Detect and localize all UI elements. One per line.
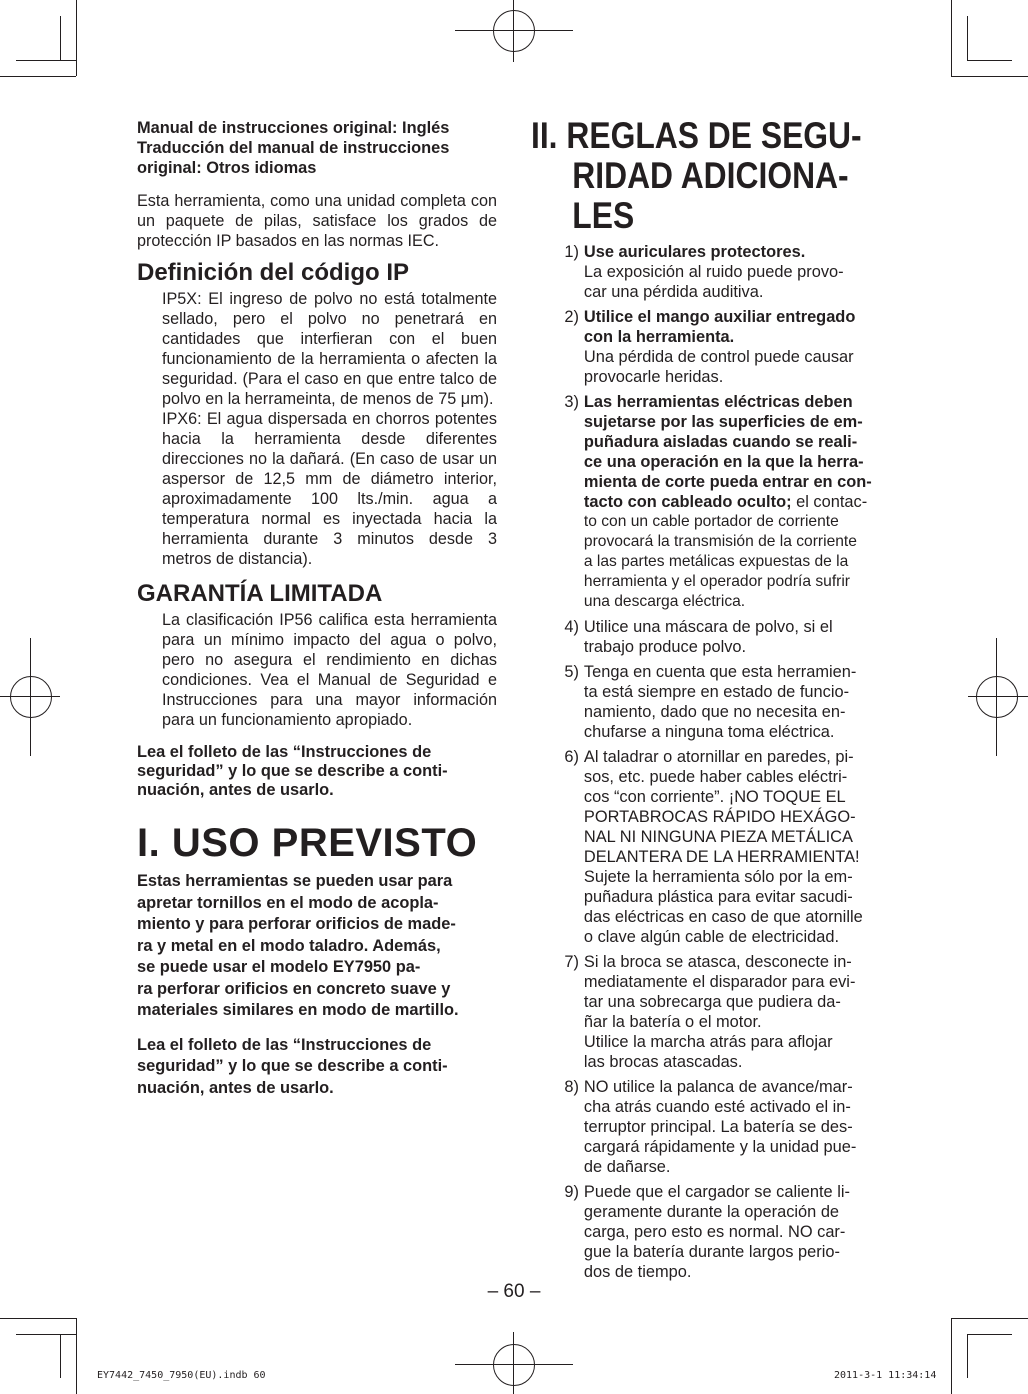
- right-column: [531, 116, 896, 1282]
- safety-rule-item: [531, 1182, 896, 1282]
- rule-line: trabajo produce polvo.: [583, 638, 747, 656]
- ip-code-heading: Definición del código IP: [137, 259, 410, 286]
- rule-bold-line: sujetarse por las superficies de em-: [583, 413, 863, 431]
- rule-line: carga, pero esto es normal. NO car-: [583, 1223, 846, 1241]
- safety-rules-heading: [531, 116, 896, 236]
- safety-rule-item: [531, 747, 896, 947]
- rule-text: [584, 747, 896, 947]
- safety-rule-item: [531, 662, 896, 742]
- rule-line: provocará la transmisión de la corriente: [583, 533, 857, 550]
- safety-read-note: [137, 743, 497, 800]
- rule-line: a las partes metálicas expuestas de la: [583, 553, 849, 570]
- rule-line: Al taladrar o atornillar en paredes, pi-: [583, 748, 854, 766]
- rule-number: 4): [564, 618, 579, 636]
- rule-line: dos de tiempo.: [583, 1263, 692, 1281]
- rule-text: [584, 392, 896, 612]
- rule-line: chufarse a ninguna toma eléctrica.: [583, 723, 835, 741]
- rule-text: [584, 1077, 896, 1177]
- heading-line: LES: [572, 195, 635, 236]
- rule-number: 7): [564, 953, 579, 971]
- rule-line: Puede que el cargador se caliente li-: [583, 1183, 850, 1201]
- intended-use-text: [137, 871, 497, 1022]
- rule-bold-line: Las herramientas eléctricas deben: [583, 393, 853, 411]
- rule-normal-fragment: el contac-: [791, 493, 868, 511]
- manual-origin-note: [137, 118, 497, 178]
- rule-number: 9): [564, 1183, 579, 1201]
- use-line: Estas herramientas se pueden usar para: [137, 872, 453, 890]
- ip5x-definition: IP5X: El ingreso de polvo no está totalmente sellado, pero el polvo no penetrará en cantidades que interfieran con el buen funcionamiento de la herramienta o afecten la seguridad. (Para el caso en que entre talco de polvo en la herrameinta, de menos de 75 μm).: [162, 290, 497, 408]
- intro-line: Traducción del manual de instrucciones: [137, 139, 450, 157]
- rule-bold-fragment: tacto con cableado oculto;: [583, 493, 792, 511]
- use-line: miento y para perforar orificios de made-: [137, 915, 456, 933]
- rule-line: ta está siempre en estado de funcio-: [583, 683, 850, 701]
- rule-line: o clave algún cable de electricidad.: [583, 928, 840, 946]
- rule-line: to con un cable portador de corriente: [583, 513, 839, 530]
- rule-text: [584, 1182, 896, 1282]
- rule-line: cha atrás cuando esté activado el in-: [583, 1098, 851, 1116]
- safety-rules-list: [531, 242, 896, 1282]
- rule-line: das eléctricas en caso de que atornille: [583, 908, 863, 926]
- note-line: Lea el folleto de las “Instrucciones de: [137, 743, 432, 761]
- rule-line: mediatamente el disparador para evi-: [583, 973, 856, 991]
- rule-mixed-line: [584, 492, 896, 512]
- intro-line: Manual de instrucciones original: Inglés: [137, 119, 450, 137]
- rule-line: terruptor principal. La batería se des-: [583, 1118, 853, 1136]
- rule-number: 1): [564, 243, 579, 261]
- rule-text: [584, 952, 896, 1072]
- rule-line: namiento, dado que no necesita en-: [583, 703, 846, 721]
- rule-line: cargará rápidamente y la unidad pue-: [583, 1138, 857, 1156]
- rule-line: Una pérdida de control puede causar: [583, 348, 854, 366]
- safety-rule-item: [531, 242, 896, 302]
- rule-line: PORTABROCAS RÁPIDO HEXÁGO-: [583, 808, 856, 826]
- use-line: se puede usar el modelo EY7950 pa-: [137, 958, 421, 976]
- rule-number: 2): [564, 308, 579, 326]
- rule-line: herramienta y el operador podría sufrir: [583, 573, 850, 590]
- safety-rule-item: [531, 1077, 896, 1177]
- heading-line: RIDAD ADICIONA-: [572, 155, 849, 196]
- rule-line: puñadura plástica para evitar sacudi-: [583, 888, 853, 906]
- use-line: ra perforar orificios en concreto suave y: [137, 979, 451, 998]
- rule-line: cos “con corriente”. ¡NO TOQUE EL: [583, 788, 846, 806]
- rule-line: las brocas atascadas.: [583, 1053, 743, 1071]
- rule-line: tar una sobrecarga que pudiera da-: [583, 993, 841, 1011]
- rule-number: 6): [564, 748, 579, 766]
- rule-text: [584, 662, 896, 742]
- safety-rule-item: [531, 307, 896, 387]
- rule-bold-line: Use auriculares protectores.: [583, 243, 806, 261]
- safety-read-note-2: [137, 1035, 497, 1100]
- warranty-heading: GARANTÍA LIMITADA: [137, 580, 383, 607]
- note-line: nuación, antes de usarlo.: [137, 781, 334, 799]
- rule-line: Tenga en cuenta que esta herramien-: [583, 663, 857, 681]
- rule-line: de dañarse.: [583, 1158, 671, 1176]
- note-line: seguridad” y lo que se describe a conti-: [137, 762, 448, 780]
- page-number: – 60 –: [487, 1281, 541, 1302]
- rule-line: ñar la batería o el motor.: [583, 1013, 762, 1031]
- rule-bold-line: puñadura aisladas cuando se reali-: [583, 433, 858, 451]
- rule-line: una descarga eléctrica.: [583, 593, 746, 610]
- rule-text: [584, 242, 896, 302]
- rule-line: gue la batería durante largos perio-: [583, 1243, 840, 1261]
- rule-number: 3): [564, 393, 579, 411]
- rule-bold-line: con la herramienta.: [583, 328, 735, 346]
- rule-bold-line: mienta de corte pueda entrar en con-: [583, 473, 872, 491]
- rule-line: Si la broca se atasca, desconecte in-: [583, 953, 852, 971]
- safety-rule-item: [531, 617, 896, 657]
- rule-line: geramente durante la operación de: [583, 1203, 840, 1221]
- note-line: Lea el folleto de las “Instrucciones de: [137, 1035, 432, 1054]
- rule-line: car una pérdida auditiva.: [583, 283, 764, 301]
- rule-line: Sujete la herramienta sólo por la em-: [583, 868, 853, 886]
- rule-line: sos, etc. puede haber cables eléctri-: [583, 768, 848, 786]
- rule-line: NO utilice la palanca de avance/mar-: [583, 1078, 853, 1096]
- rule-number: 8): [564, 1078, 579, 1096]
- rule-line: Utilice una máscara de polvo, si el: [583, 618, 833, 636]
- rule-bold-line: ce una operación en la que la herra-: [583, 453, 864, 471]
- footer-timestamp: 2011-3-1 11:34:14: [834, 1370, 937, 1381]
- intro-line: original: Otros idiomas: [137, 159, 317, 177]
- note-line: nuación, antes de usarlo.: [137, 1078, 334, 1097]
- use-line: ra y metal en el modo taladro. Además,: [137, 936, 441, 955]
- footer-file-name: EY7442_7450_7950(EU).indb 60: [97, 1370, 266, 1381]
- rule-line: DELANTERA DE LA HERRAMIENTA!: [583, 848, 860, 866]
- safety-rule-item: [531, 392, 896, 612]
- warranty-text: La clasificación IP56 califica esta herramienta para un mínimo impacto del agua o polvo, pero no asegura el rendimiento en dichas condiciones. Vea el Manual de Seguridad e Instrucciones para una mayor información para un funcionamiento apropiado.: [162, 611, 497, 729]
- use-line: apretar tornillos en el modo de acopla-: [137, 893, 439, 912]
- left-column: [137, 118, 497, 1099]
- rule-text: [584, 617, 896, 657]
- rule-bold-line: Utilice el mango auxiliar entregado: [583, 308, 856, 326]
- rule-line: La exposición al ruido puede provo-: [583, 263, 844, 281]
- heading-line: II. REGLAS DE SEGU-: [531, 115, 862, 156]
- intended-use-heading: I. USO PREVISTO: [137, 821, 478, 865]
- rule-line: NAL NI NINGUNA PIEZA METÁLICA: [583, 828, 853, 846]
- rule-number: 5): [564, 663, 579, 681]
- ipx6-definition: IPX6: El agua dispersada en chorros potentes hacia la herramienta desde diferentes direcciones no la dañará. (En caso de usar un aspersor de 12,5 mm de diámetro interior, aproximadamente 100 lts./min. agua a temperatura normal es inyectada hacia la herramienta durante 3 minutos desde 3 metros de distancia).: [162, 410, 497, 568]
- note-line: seguridad” y lo que se describe a conti-: [137, 1057, 448, 1075]
- rule-line: Utilice la marcha atrás para aflojar: [583, 1033, 833, 1051]
- rule-line: provocarle heridas.: [583, 368, 724, 386]
- safety-rule-item: [531, 952, 896, 1072]
- use-line: materiales similares en modo de martillo.: [137, 1001, 459, 1019]
- ip-intro-paragraph: Esta herramienta, como una unidad completa con un paquete de pilas, satisface los grados de protección IP basados en las normas IEC.: [137, 192, 497, 250]
- rule-text: [584, 307, 896, 387]
